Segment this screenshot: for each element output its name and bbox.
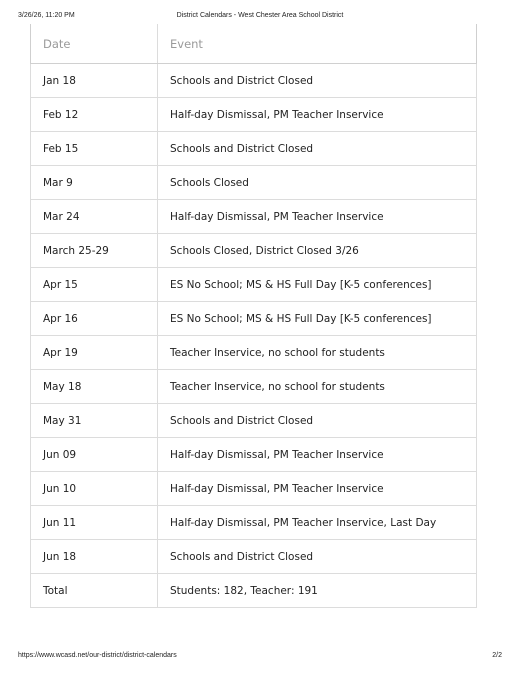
table-row <box>31 336 477 370</box>
event-cell: Half-day Dismissal, PM Teacher Inservice <box>158 472 477 506</box>
event-cell: Half-day Dismissal, PM Teacher Inservice <box>158 200 477 234</box>
table-row <box>31 370 477 404</box>
table-row <box>31 132 477 166</box>
date-cell: Jun 10 <box>31 472 158 506</box>
table-row <box>31 540 477 574</box>
event-cell: Half-day Dismissal, PM Teacher Inservice <box>158 98 477 132</box>
date-cell: May 18 <box>31 370 158 404</box>
column-header-date: Date <box>31 24 158 64</box>
table-body <box>31 64 477 608</box>
date-cell: Apr 15 <box>31 268 158 302</box>
date-cell: Mar 9 <box>31 166 158 200</box>
date-cell: March 25-29 <box>31 234 158 268</box>
table-row <box>31 64 477 98</box>
table-row <box>31 302 477 336</box>
date-cell: Jun 18 <box>31 540 158 574</box>
event-cell: Schools and District Closed <box>158 404 477 438</box>
calendar-table <box>30 24 477 608</box>
table-row <box>31 574 477 608</box>
print-timestamp: 3/26/26, 11:20 PM <box>18 12 75 19</box>
event-cell: Teacher Inservice, no school for students <box>158 336 477 370</box>
date-cell: Feb 12 <box>31 98 158 132</box>
calendar-table-container <box>30 24 476 608</box>
event-cell: Teacher Inservice, no school for students <box>158 370 477 404</box>
event-cell: Half-day Dismissal, PM Teacher Inservice <box>158 438 477 472</box>
table-row <box>31 98 477 132</box>
event-cell: Half-day Dismissal, PM Teacher Inservice, Last Day <box>158 506 477 540</box>
date-cell: Feb 15 <box>31 132 158 166</box>
event-cell: ES No School; MS & HS Full Day [K-5 conferences] <box>158 302 477 336</box>
print-url: https://www.wcasd.net/our-district/district-calendars <box>18 652 177 659</box>
table-row <box>31 166 477 200</box>
table-row <box>31 404 477 438</box>
event-cell: Schools and District Closed <box>158 64 477 98</box>
event-cell: Schools Closed, District Closed 3/26 <box>158 234 477 268</box>
page-number: 2/2 <box>492 652 502 659</box>
date-cell: Jun 11 <box>31 506 158 540</box>
date-cell: Apr 16 <box>31 302 158 336</box>
date-cell: Mar 24 <box>31 200 158 234</box>
print-page-title: District Calendars - West Chester Area School District <box>176 12 344 19</box>
date-cell: Jan 18 <box>31 64 158 98</box>
table-row <box>31 268 477 302</box>
event-cell: Schools and District Closed <box>158 540 477 574</box>
table-header-row <box>31 24 477 64</box>
table-row <box>31 506 477 540</box>
event-cell: Schools Closed <box>158 166 477 200</box>
table-row <box>31 200 477 234</box>
date-cell: Apr 19 <box>31 336 158 370</box>
event-cell: ES No School; MS & HS Full Day [K-5 conferences] <box>158 268 477 302</box>
print-header <box>18 12 502 24</box>
table-row <box>31 234 477 268</box>
date-cell: Jun 09 <box>31 438 158 472</box>
column-header-event: Event <box>158 24 477 64</box>
event-cell: Schools and District Closed <box>158 132 477 166</box>
print-footer <box>18 652 502 664</box>
date-cell: May 31 <box>31 404 158 438</box>
date-cell: Total <box>31 574 158 608</box>
event-cell: Students: 182, Teacher: 191 <box>158 574 477 608</box>
table-row <box>31 472 477 506</box>
table-row <box>31 438 477 472</box>
